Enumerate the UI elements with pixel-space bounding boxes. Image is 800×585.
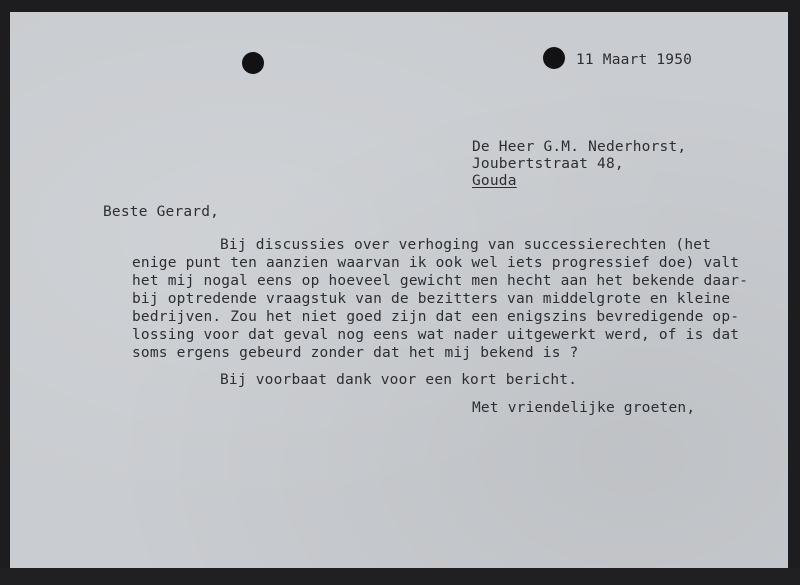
letter-sheet [10,12,788,568]
body-line-7: soms ergens gebeurd zonder dat het mij bekend is ? [132,345,579,361]
recipient-city: Gouda [472,173,517,189]
body-line-3: het mij nogal eens op hoeveel gewicht men hecht aan het bekende daar- [132,273,749,289]
recipient-name: De Heer G.M. Nederhorst, [472,139,687,155]
body-line-2: enige punt ten aanzien waarvan ik ook wel iets progressief doe) valt [132,255,740,271]
salutation: Beste Gerard, [103,204,220,220]
closing-line: Met vriendelijke groeten, [472,400,696,416]
letter-date: 11 Maart 1950 [576,52,693,68]
body-line-4: bij optredende vraagstuk van de bezitters van middelgrote en kleine [132,291,731,307]
punch-hole-right [543,47,565,69]
body-line-5: bedrijven. Zou het niet goed zijn dat een enigszins bevredigende op- [132,309,740,325]
body-line-6: lossing voor dat geval nog eens wat nader uitgewerkt werd, of is dat [132,327,740,343]
body-line-1: Bij discussies over verhoging van successierechten (het [220,237,712,253]
recipient-street: Joubertstraat 48, [472,156,624,172]
thanks-line: Bij voorbaat dank voor een kort bericht. [220,372,578,388]
scan-border [0,568,800,585]
punch-hole-left [242,52,264,74]
